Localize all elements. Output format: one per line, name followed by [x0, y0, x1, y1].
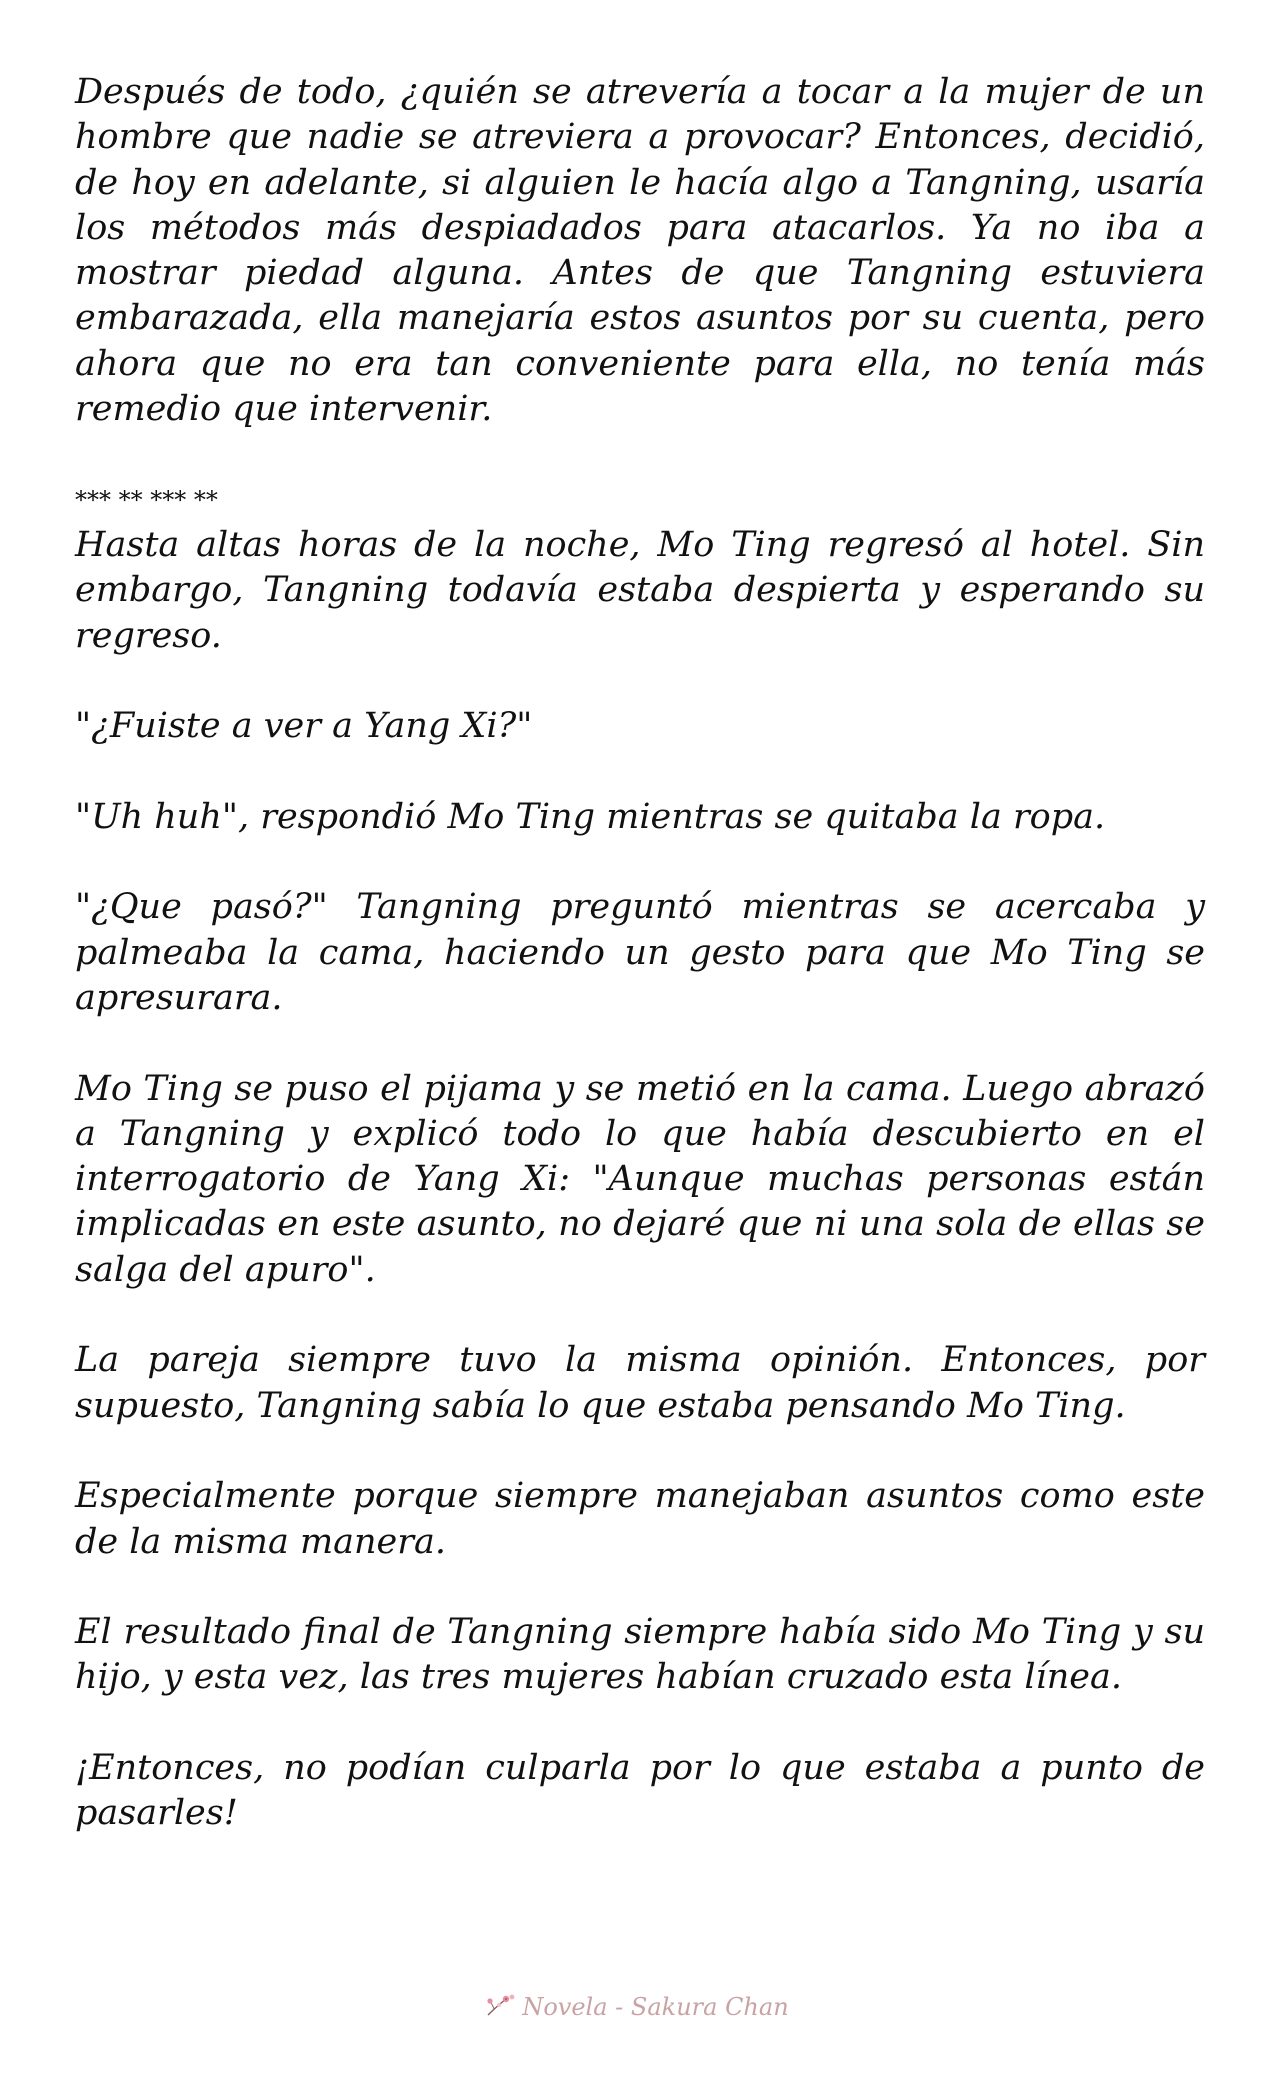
paragraph-10: ¡Entonces, no podían culparla por lo que estaba a punto de pasarles! [75, 1747, 1205, 1834]
paragraph-1: Después de todo, ¿quién se atrevería a tocar a la mujer de un hombre que nadie se atreviera a provocar? Entonces, decidió, de hoy en adelante, si alguien le hacía algo a Tangning, usaría los métodos más despiadados para atacarlos. Ya no iba a mostrar piedad alguna. Antes de que Tangning estuviera embarazada, ella manejaría estos asuntos por su cuenta, pero ahora que no era tan conveniente para ella, no tenía más remedio que intervenir. [75, 72, 1205, 430]
paragraph-2: Hasta altas horas de la noche, Mo Ting regresó al hotel. Sin embargo, Tangning todavía estaba despierta y esperando su regreso. [75, 524, 1205, 656]
paragraph-9: El resultado final de Tangning siempre había sido Mo Ting y su hijo, y esta vez, las tres mujeres habían cruzado esta línea. [75, 1612, 1205, 1698]
paragraph-3: "¿Fuiste a ver a Yang Xi?" [75, 706, 533, 747]
paragraph-8: Especialmente porque siempre manejaban asuntos como este de la misma manera. [75, 1476, 1205, 1562]
blossom-icon [486, 1993, 516, 2019]
paragraph-6: Mo Ting se puso el pijama y se metió en la cama. Luego abrazó a Tangning y explicó todo lo que había descubierto en el interrogatorio de Yang Xi: "Aunque muchas personas están implicadas en este asunto, no dejaré que ni una sola de ellas se salga del apuro". [75, 1068, 1205, 1290]
watermark [0, 1993, 1275, 2021]
watermark-text: Novela - Sakura Chan [522, 1993, 789, 2021]
paragraph-5: "¿Que pasó?" Tangning preguntó mientras se acercaba y palmeaba la cama, haciendo un gesto para que Mo Ting se apresurara. [75, 887, 1205, 1018]
scene-separator: *** ** *** ** [75, 485, 218, 514]
paragraph-4: "Uh huh", respondió Mo Ting mientras se quitaba la ropa. [75, 796, 1106, 837]
paragraph-7: La pareja siempre tuvo la misma opinión. Entonces, por supuesto, Tangning sabía lo que estaba pensando Mo Ting. [75, 1340, 1205, 1426]
document-body [75, 70, 1205, 1882]
